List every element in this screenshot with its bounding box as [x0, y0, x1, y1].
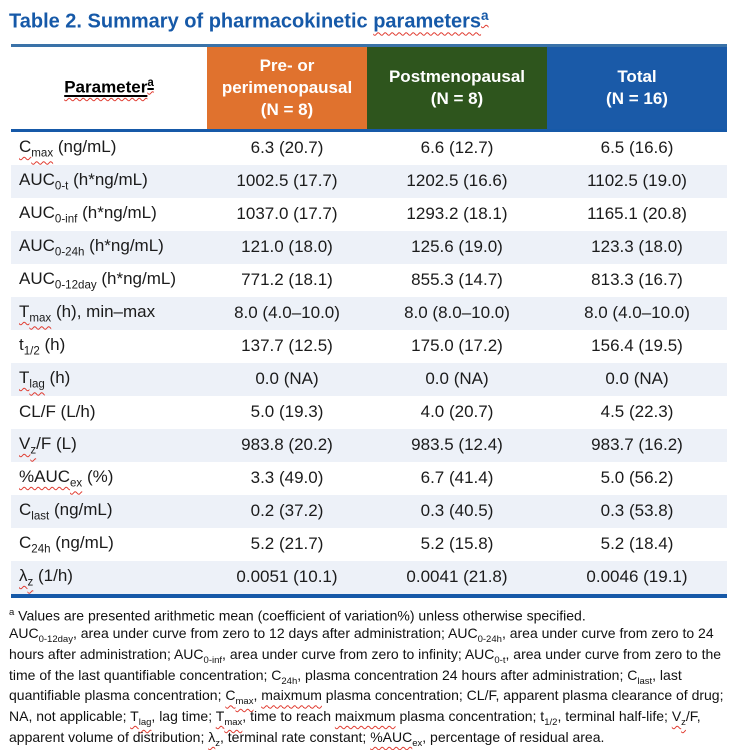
value-cell: 123.3 (18.0) — [591, 237, 683, 257]
value-cell: 0.0 (NA) — [255, 369, 319, 389]
table-row — [11, 561, 727, 596]
value-cell: 0.0 (NA) — [605, 369, 669, 389]
value-cell: 983.7 (16.2) — [591, 435, 683, 455]
parameter-label: $AUC_{0-inf}$ (h*ng/mL) — [19, 202, 157, 226]
value-cell: 1202.5 (16.6) — [406, 171, 508, 191]
table-row — [11, 462, 727, 495]
table-row — [11, 231, 727, 264]
parameter-label: $T_{lag}$ (h) — [19, 367, 71, 391]
parameter-label: $\lambda_z$ (1/h) — [19, 565, 73, 589]
value-cell: 8.0 (8.0–10.0) — [404, 303, 510, 323]
value-cell: 8.0 (4.0–10.0) — [234, 303, 340, 323]
pk-summary-table — [11, 44, 727, 598]
table-body — [11, 130, 727, 596]
value-cell: 5.0 (19.3) — [250, 402, 324, 422]
value-cell: 0.0 (NA) — [425, 369, 489, 389]
value-cell: 5.2 (21.7) — [250, 534, 324, 554]
value-cell: 983.5 (12.4) — [411, 435, 503, 455]
column-header-total: Total (N = 16) — [547, 45, 727, 130]
value-cell: 6.7 (41.4) — [420, 468, 494, 488]
table-row — [11, 297, 727, 330]
header-row — [11, 45, 727, 130]
value-cell: 771.2 (18.1) — [241, 270, 333, 290]
table-row — [11, 528, 727, 561]
table-header — [11, 45, 727, 130]
value-cell: 983.8 (20.2) — [241, 435, 333, 455]
value-cell: 1293.2 (18.1) — [406, 204, 508, 224]
footnote-abbreviations: $AUC_{0-12day}$, area under curve from zero to 12 days after administration; $AUC_{0-24h}$, area under curve from zero to 24 hours after administration; $AUC_{0-inf}$, area under curve from zero to infinity; $AUC_{0-t}$, area under curve from zero to the time of the last quantifiable concentration; $C_{24h}$, plasma concentration 24 hours after administration; $C_{last}$, last quantifiable plasma concentration; $C_{max}$, maixmum plasma concentration; CL/F, apparent plasma clearance of drug; NA, not applicable; $T_{lag}$, lag time; $T_{max}$, time to reach maixmum plasma concentration; $t_{1/2}$, terminal half-life; $V_z/F$, apparent volume of distribution; $\lambda_z$, terminal rate constant; $\%AUC_{ex}$, percentage of residual area. — [9, 624, 724, 749]
value-cell: 0.0046 (19.1) — [586, 567, 688, 587]
parameter-label: $\%AUC_{ex}$ (%) — [19, 466, 114, 490]
parameter-label: $C_{last}$ (ng/mL) — [19, 499, 113, 523]
value-cell: 6.6 (12.7) — [420, 138, 494, 158]
table-row — [11, 363, 727, 396]
table-row — [11, 396, 727, 429]
table-row — [11, 198, 727, 231]
column-header-parameter: Parameter$^a$ — [11, 45, 207, 130]
value-cell: 1165.1 (20.8) — [587, 204, 687, 224]
value-cell: 0.3 (40.5) — [420, 501, 494, 521]
value-cell: 156.4 (19.5) — [591, 336, 683, 356]
value-cell: 1002.5 (17.7) — [236, 171, 338, 191]
table-row — [11, 264, 727, 297]
value-cell: 3.3 (49.0) — [250, 468, 324, 488]
table-row — [11, 429, 727, 462]
parameter-label: $AUC_{0-24h}$ (h*ng/mL) — [19, 235, 164, 259]
value-cell: 1102.5 (19.0) — [587, 171, 687, 191]
table-title: Table 2. Summary of pharmacokinetic parameters$^a$ — [9, 8, 489, 33]
column-header-postmenopausal: Postmenopausal (N = 8) — [367, 45, 547, 130]
value-cell: 855.3 (14.7) — [411, 270, 503, 290]
column-header-pre-or-perimenopausal: Pre- or perimenopausal (N = 8) — [207, 45, 367, 130]
value-cell: 5.0 (56.2) — [600, 468, 674, 488]
value-cell: 121.0 (18.0) — [241, 237, 333, 257]
parameter-label: $C_{24h}$ (ng/mL) — [19, 532, 114, 556]
parameter-label: $V_z/F$ (L) — [19, 433, 77, 457]
value-cell: 5.2 (18.4) — [600, 534, 674, 554]
parameter-label: $AUC_{0-t}$ (h*ng/mL) — [19, 169, 148, 193]
value-cell: 4.5 (22.3) — [600, 402, 674, 422]
value-cell: 6.5 (16.6) — [600, 138, 674, 158]
parameter-label: $AUC_{0-12day}$ (h*ng/mL) — [19, 268, 177, 292]
parameter-label: CL/F (L/h) — [19, 402, 96, 422]
value-cell: 8.0 (4.0–10.0) — [584, 303, 690, 323]
table-row — [11, 165, 727, 198]
parameter-label: $T_{max}$ (h), min–max — [19, 301, 156, 325]
footnote — [9, 607, 727, 750]
value-cell: 6.3 (20.7) — [250, 138, 324, 158]
value-cell: 4.0 (20.7) — [420, 402, 494, 422]
value-cell: 175.0 (17.2) — [411, 336, 503, 356]
value-cell: 5.2 (15.8) — [420, 534, 494, 554]
value-cell: 137.7 (12.5) — [241, 336, 333, 356]
parameter-label: $C_{max}$ (ng/mL) — [19, 136, 117, 160]
value-cell: 0.0051 (10.1) — [236, 567, 338, 587]
value-cell: 0.2 (37.2) — [250, 501, 324, 521]
footnote-values-note: $^a$ Values are presented arithmetic mean (coefficient of variation%) unless otherwise specified. — [9, 606, 586, 624]
value-cell: 125.6 (19.0) — [411, 237, 503, 257]
table-row — [11, 330, 727, 363]
value-cell: 1037.0 (17.7) — [236, 204, 338, 224]
table-row — [11, 495, 727, 528]
parameter-label: $t_{1/2}$ (h) — [19, 334, 66, 358]
value-cell: 0.3 (53.8) — [600, 501, 674, 521]
value-cell: 0.0041 (21.8) — [406, 567, 508, 587]
table-row — [11, 130, 727, 165]
value-cell: 813.3 (16.7) — [591, 270, 683, 290]
